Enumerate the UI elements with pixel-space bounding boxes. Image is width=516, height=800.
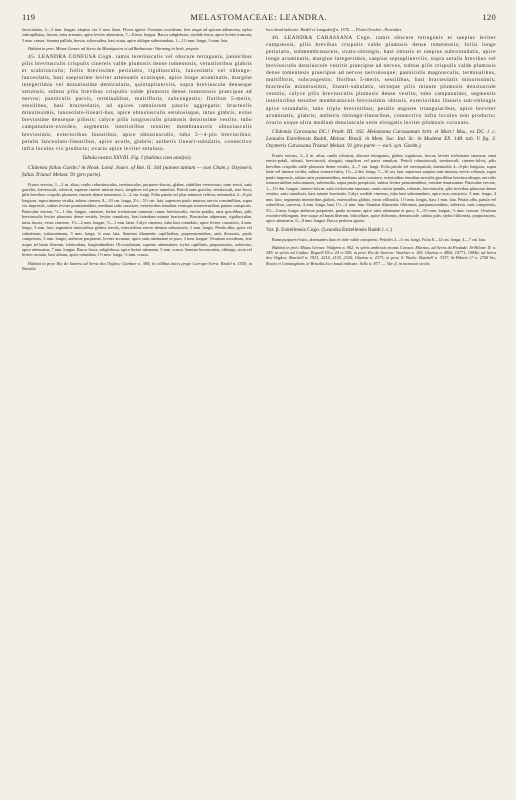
right-column	[266, 27, 496, 274]
running-title: MELASTOMACEAE: LEANDRA.	[190, 12, 328, 22]
variety-heading: Var. β. Estrellensis Cogn. (Leandra Estrellensis Raddi l. c.)	[266, 226, 392, 233]
variety-description: Rami purpureo-fusci, alternantes bino et inde valde compressi. Petioles 2—3 cm. longi. Folia 8—12 cm. longa, 4—7 cm. lata.	[272, 236, 487, 242]
continued-habitat: loco haud indicato: Riedel et Langsdorff n. 1576. — Floret Octobri—Novembri.	[266, 27, 403, 32]
plate-reference: Tabula nostra XXVIII. Fig. I (habitus cum analysi).	[82, 155, 192, 162]
species-46-diagnosis: 46. LEANDRA CARASSANA Cogn. ramis obscure tetragonis et saepius leviter compressis, pilis brevibus crispulis valde plumosis dense tomentosis; foliis longe petiolatis, submembranaceis, ovato-oblongis, basi obtusis et saepius subrotundatis, apice longe acuminatis, margine integerrimis, saepius septuplinerviis, supra setulis brevibus vel breviusculis densiuscule vestitis praecipue ad nervos, subtus pilis crispulis valde plumosis dense tomentosis praecipue ad nervos nervulosque; panniculis magnusculis, terminalibus, multifloris, subcongestis; floribus 5-meris, sessilibus, basi bracteolatis minutissimis; bracteolis minutissimis, lineari-subulatis, utrinque pilis minute plumosis densiuscule vestitis; calyce pilis breviusculis plumosis dense vestito, tubo campanulato, segmentis interioribus tenuiter membranaceis brevissimis obtusis, exterioribus linearis sub-oblongis apice rotundatis, tubo triplo brevioribus; petalis anguste triangularibus, apice breviter acuminatis, glabris; antheris oblongo-linearibus, connectivo infra loculos non producto; ovario usque ultra medium densiuscule setis elongatis leviter plumosis coronato.	[266, 35, 496, 126]
species-45-description: Frutex erectus, 1—2 m. altus; caulis robustiusculus, teretiusculus, purpureo-fuscus, glaber, subtiliter verrucosus; rami erecti, satis graciles, breviusculi, subrecti, superne cinerei inferne fusci, simplices vel parce ramulosi. Petioli satis graciles, teretiusculi, atro-fusci, pilis brevibus crispulis plumosis cinereis dense tomentosi, 1—2 cm. longi. Folia patula vel plus minusve reflexa, internodiis 4—6-plo longiora, supra intense viridia, subtus cinerea, 8—10 cm. longa, 3½—5½ cm. lata, superiora paulo minora; nervis consimilibus, supra vix impressis, subtus leviter prominentibus, mediano satis crassiore, exterioribus tenuibus venisque transversalibus parum conspicuis. Paniculae erectae, ½—1 dm. longae, cinereae, leviter trichotome ramosae; ramis breviusculis, erecto-patulis, satis gracilibus, pilis breviusculis leviter plumosis dense vestitis, leviter ramulosis, basi interdum minute bracteatis. Bracteolae adpressae, rigidiusculae, intus fuscae, extus cinereae, 1½—2 mm. longae, ½—1 mm. latae. Calyx cinereus, tubo basi rotundato, apice leviter constricto, 4 mm. longo, 3 mm. lato; segmentis interioribus glabris erectis, exterioribus erecto densius subsetaceis, 1 mm. longis. Petala alba, apice vel subrubrum, subacuminata, 3 mm. longa, ¾ mm. lata. Stamina filamentis capillaribus, purpurascentibus, satis flexuosis, paulo compressis, 3 mm. longis; antherae purpureae, leviter arcuatae, apice satis attenuatae et poro, 3 mm. longae. Ovarium ovoideum, fere usque ad basin liberum, tuberculata, longitudinaliter 10-costulatum, superne attenuatum; stylus capillaris, purpurascens, subrectus, apice attenuatus, 7 mm. longus. Bacca fusca, subglobosa, apice leviter attenuata, 5 mm. crassa. Semina fuscescentia, oblonga, recta vel leviter arcuata, basi obtusa, apice rotundata, 1½ mm. longa, ½ mm. crassa.	[22, 181, 252, 258]
synonymy: Clidemia Carassana DC.! Prodr. III. 162. Melastoma Carassanum Schr. et Mart.! Mss., ex DC. l. c. Leandra Estrellensis Raddi, Melast. Brasil. in Mem. Soc. Ital. Sc. in Modena XX. 148. tab. V. fig. 3. Oxymeris Carassana Triana! Melast. 91 (pro parte — excl. syn. Gardn.).	[266, 129, 496, 150]
continued-description: fasciculatae, 2—3 mm. longae, saepius via ½ mm. latae. Flores ignoti. Ovarium ovoideum, fere usque ad apicem adhaerens; stylus subcapillatus, firmus, setis armatus, apice leviter attenuatus, 7—8 mm. longus. Bacca subglobosa, sordide fusca, apice leviter truncata, 5 mm. crassa. Semina pallida, brevia, subovoidea, basi acuta, apice oblique subrotundata, 1—1½ mm. longa, ½ mm. lata.	[22, 27, 252, 43]
synonymy: Clidemia fallax Gardn.! in Hook. Lond. Journ. of Bot. II. 344 (nomen tantum — non Cham.). Oxymeris fallax Triana! Melast. 91 (pro parte).	[22, 164, 252, 178]
right-page-number: 120	[482, 12, 496, 22]
species-46-description: Frutex erectus, 3—5 m. altus; caulis robustus, obscure tetragonus, glaber, rugulosus, fuscus, leviter trichotome ramosus; rami erecto-patuli, robusti, breviusculi, elongati, simplices vel parce ramulosi. Petioli robustiusculi, teretiusculi, cinereo-fulvis, pilis brevibus crispulis valde plumosis dense vestitis, 4—7 cm. longi. Folia patula vel erectopatula, internodiis 4—6-plo longiora, supra laete vel intense viridia, subtus cinereo-fulva, 1½—2 dm. longa, 7—10 cm. lata, superiora saepius satis minora; nervis robustis, supra paulo impressis, subtus satis prominentibus, mediano satis crassiore, exterioribus tenuibus nervulis gracilibus breviusculisque; nervulis transversalibus subcontinuis, subvenulis, supra paulo perspicuis, subtus leviter prominentibus, venulae tenuissimae. Paniculae erectae, 1—1½ dm. longae, cinereo-fulvae, satis trichotome ramosae; ramis erecto-patulis, robustis, breviusculis, pilis brevibus plumosis dense vestitis, satis ramulosis, basi minute bracteatis. Calyx sordide cinereus, tubo basi subrotundato, apice non constricto, 5 mm. longo, 4 mm. lato; segmentis interioribus glabris, exterioribus glabris, extus villosulis, 1½ mm. longis, basi 1 mm. lata. Petala alba, patula vel subreflexa, convexa, 4 mm. longa, basi 1½—2 mm. lata. Stamina filamentis filiformia, purpurascentibus, subrecta, satis compressis, 3½—4 mm. longa; antherae purpureae, paulo arcuatae, apice satis attenuatae et poro, 3—3½ mm. longae, ½ mm. crassae. Ovarium ovoideo-oblongum, fere usque ad basin liberum, bilocellare, apice filiformis, densiuscule, subtus pilis; stylus filiformis, purpurascens, apice attenuatus, 6—8 mm. longus. Bacca perfecta ignota.	[266, 152, 496, 224]
left-column	[22, 27, 252, 274]
running-header	[22, 12, 496, 22]
species-45-diagnosis: 45. LEANDRA CONFUSA Cogn. ramis teretiusculis vel obscure tetragonis, junioribus pilis breviusculis crispulis cinereis valde plumosis dense tomentosis, vetustioribus glabris et scabriusculis; foliis brevissime petiolatis, rigidiusculis, lanceolatis vel oblongo-lanceolatis, basi saepissime leviter attenuatis acutisque, apice longe acuminatis, margine integerrimis vel minutissime denticulatis, quintuplinerviis, supra breviuscule densequе setulosis, subtus pilis brevibus crispulis valde plumosis dense tomentosis praecipue ad nervos; panniculis parvis, terminalibus, multifloris, subcongestis; floribus 5-meris, sessilibus, basi bracteolatis, ad apices ramulorum paucis aggregatis; bracteolis minutissimis, lanceolato-lineari-bus, apice obtusiusculis setulosisque, intus glabris, extus brevissime densequе pilosis; calyce pilis longiusculis plumosis densissime vestito, tubo campanulato-ovoideo, segmentis interioribus tenuiter membranaceis obtusiusculis brevissimis, exterioribus linearibus, apice obtusiusculis, tubo 3—4-plo brevioribus; petalis lanceolato-linearibus, apice acutis, glabris; antheris lineari-subulatis, connectivo infra loculos vix producto; ovario apice leviter setuloso.	[22, 54, 252, 152]
left-page-number: 119	[22, 12, 36, 22]
habitat-note: Habitat in prov. Minas Geraes ad Serra da Mantiqueira et ad Barbacena: Warming in herb. propria.	[28, 45, 200, 51]
species-46-habitat: Habitat in prov. Minas Geraes: Widgren n. 902; in sylvis umbrosis montis Caraca: Martius; ad Serra da Piedade: St-Hilaire D. n. 549; in sylvis ad Caldas: Regnell III n. 24 et 545; in prov. Rio de Janeiro: Vauthier n. 169, Glaziou n. 4806, 10771, 10846; ad Serra dos Orgãos: Burchell n. 1921, 2214, 2130, 2326; Glaziou n. 2373; in prov. S. Paulo: Burchell n. 3337, St-Hilaire C² n. 2768 bis, Bowie et Cunningham; in Brasilia loco haud indicato: Sello n. 877. — Var. β. in montosis sicciis	[266, 244, 496, 266]
species-45-habitat: Habitat in prov. Rio de Janeiro ad Serra dos Orgãos: Gardner n. 384; in collibus micis prope Carrapo-Serra: Riedel n. 1555; in Brasilia	[22, 260, 252, 271]
two-column-body	[22, 27, 496, 274]
